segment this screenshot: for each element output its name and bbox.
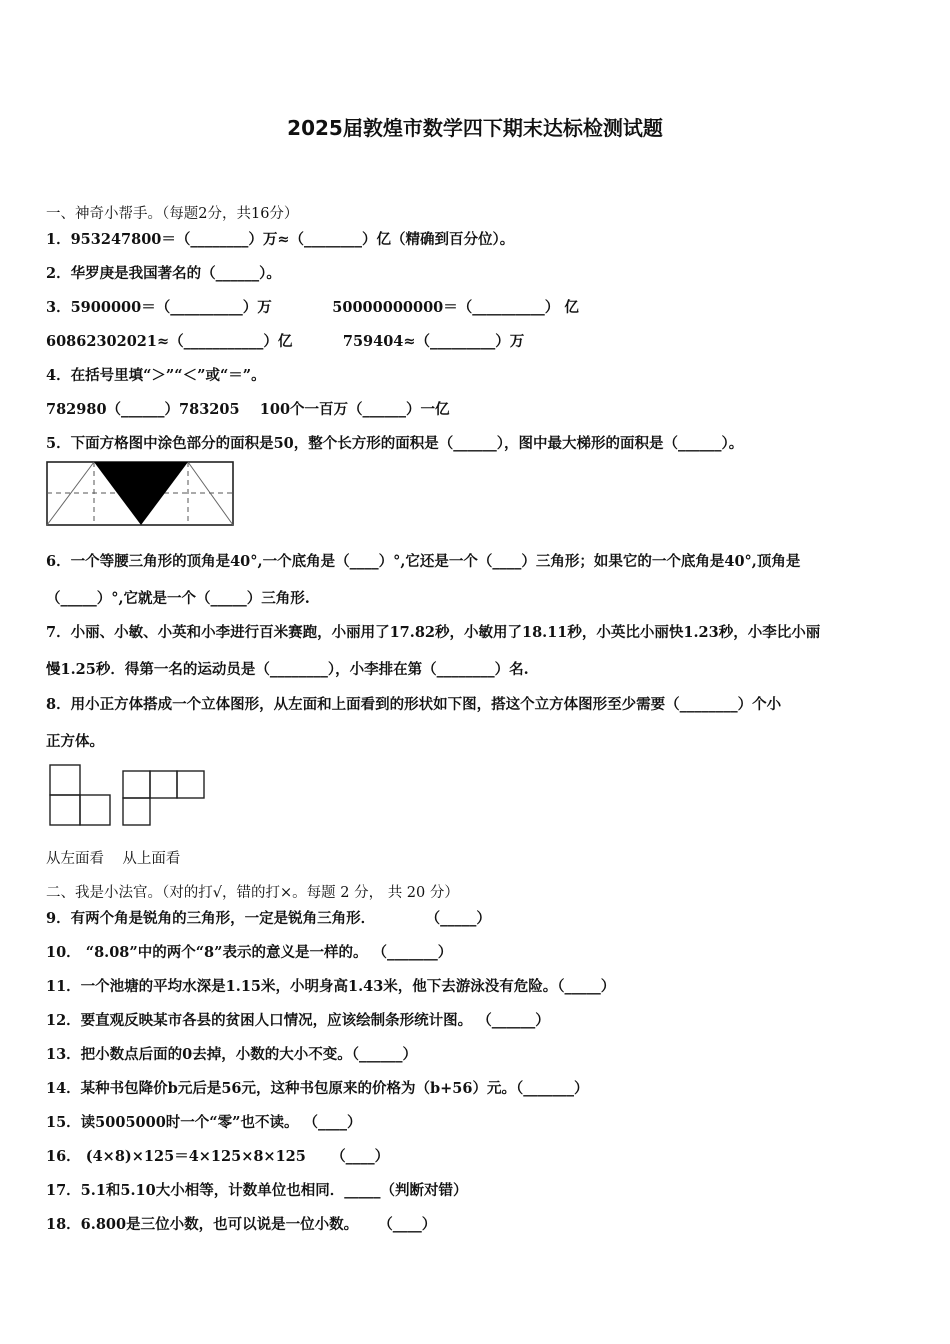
section-1-heading: 一、神奇小帮手。（每题2分，共16分） <box>46 206 299 222</box>
question-7-line-2: 慢1.25秒．得第一名的运动员是（________），小李排在第（________）名. <box>46 661 529 678</box>
question-6-line-2: （_____）°,它就是一个（_____）三角形. <box>46 590 310 607</box>
cube-views-figure <box>46 762 216 830</box>
question-13: 13．把小数点后面的0去掉，小数的大小不变。（______） <box>46 1046 418 1063</box>
question-11: 11．一个池塘的平均水深是1.15米，小明身高1.43米，他下去游泳没有危险。（_____） <box>46 978 616 995</box>
grid-trapezoid-figure <box>46 460 236 528</box>
question-12: 12．要直观反映某市各县的贫困人口情况，应该绘制条形统计图。 （______） <box>46 1012 550 1029</box>
question-15: 15．读5005000时一个“零”也不读。 （____） <box>46 1114 362 1131</box>
question-8-caption: 从左面看 从上面看 <box>46 851 181 867</box>
question-18: 18．6.800是三位小数，也可以说是一位小数。 （____） <box>46 1216 437 1233</box>
question-1: 1．953247800＝（________）万≈（________）亿（精确到百分位）。 <box>46 231 515 248</box>
question-7-line-1: 7．小丽、小敏、小英和小李进行百米赛跑，小丽用了17.82秒，小敏用了18.11秒，小英比小丽快1.23秒，小李比小丽 <box>46 624 821 641</box>
question-8-line-1: 8．用小正方体搭成一个立体图形，从左面和上面看到的形状如下图，搭这个立方体图形至少需要（________）个小 <box>46 696 782 713</box>
question-5: 5．下面方格图中涂色部分的面积是50，整个长方形的面积是（______），图中最大梯形的面积是（______）。 <box>46 435 744 452</box>
question-14: 14．某种书包降价b元后是56元，这种书包原来的价格为（b+56）元。（_______） <box>46 1080 589 1097</box>
page-title: 2025届敦煌市数学四下期末达标检测试题 <box>287 116 663 140</box>
section-2-heading: 二、我是小法官。（对的打√，错的打×。每题 2 分， 共 20 分） <box>46 885 459 901</box>
question-4-line-2: 782980（______）783205 100个一百万（______）一亿 <box>46 401 450 418</box>
question-9: 9．有两个角是锐角的三角形，一定是锐角三角形． （_____） <box>46 910 491 927</box>
question-16: 16． (4×8)×125＝4×125×8×125 （____） <box>46 1148 390 1165</box>
question-3-line-1: 3．5900000＝（__________）万 50000000000＝（__________） 亿 <box>46 299 579 316</box>
question-2: 2．华罗庚是我国著名的（______）。 <box>46 265 281 282</box>
question-10: 10． “8.08”中的两个“8”表示的意义是一样的。 （_______） <box>46 944 453 961</box>
question-3-line-2: 60862302021≈（___________）亿 759404≈（_________）万 <box>46 333 525 350</box>
left-view <box>50 765 110 825</box>
question-6-line-1: 6．一个等腰三角形的顶角是40°,一个底角是（____）°,它还是一个（____）三角形；如果它的一个底角是40°,顶角是 <box>46 553 801 570</box>
question-4-line-1: 4．在括号里填“＞”“＜”或“＝”。 <box>46 367 266 384</box>
top-view <box>123 771 204 825</box>
question-8-line-2: 正方体。 <box>46 733 104 750</box>
question-17: 17．5.1和5.10大小相等，计数单位也相同．_____（判断对错） <box>46 1182 468 1199</box>
